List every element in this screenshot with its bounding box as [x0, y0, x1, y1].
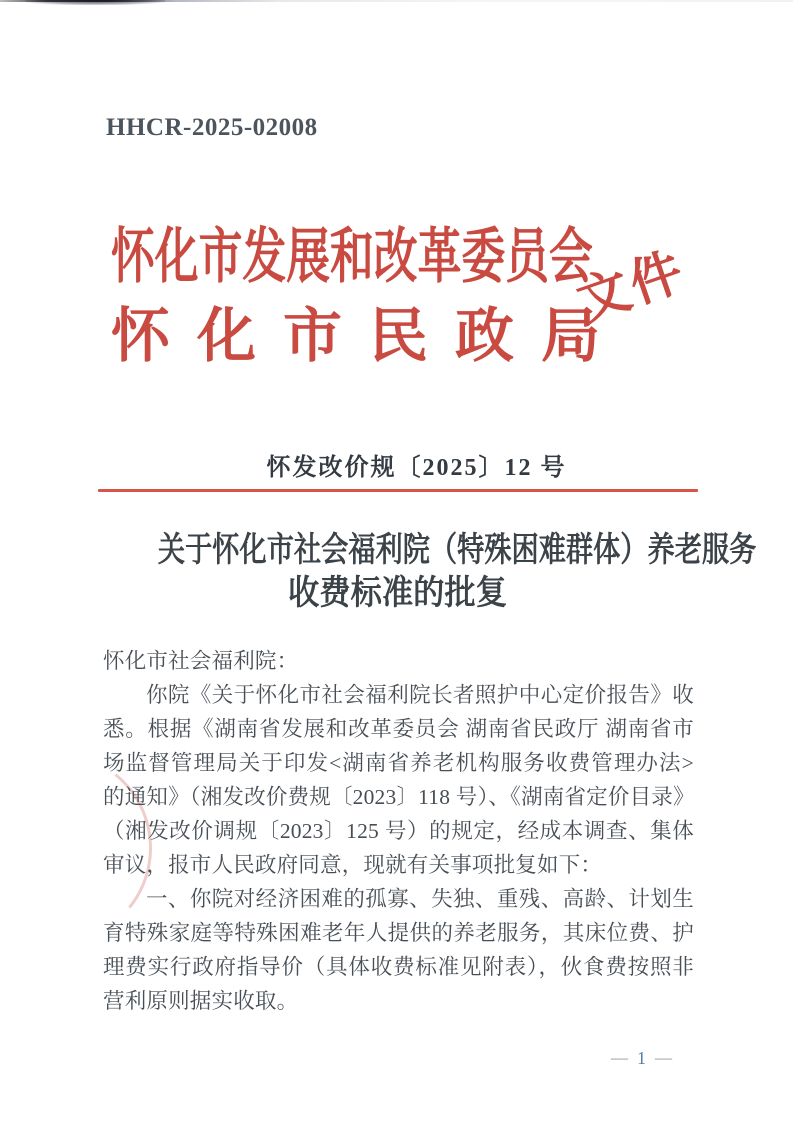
document-number: 怀发改价规〔2025〕12 号: [266, 455, 567, 481]
body-line: 一、你院对经济困难的孤寡、失独、重残、高龄、计划生: [146, 887, 694, 911]
body-line: 悉。根据《湖南省发展和改革委员会 湖南省民政厅 湖南省市: [103, 717, 694, 741]
body-line: 营利原则据实收取。: [103, 989, 299, 1013]
red-separator-line: [98, 489, 698, 492]
agency-name-line-2: 怀化市民政局: [111, 303, 628, 369]
body-line: 理费实行政府指导价（具体收费标准见附表），伙食费按照非: [103, 955, 694, 979]
body-line: 育特殊家庭等特殊困难老年人提供的养老服务，其床位费、护: [103, 921, 694, 945]
agency-name-line-1: 怀化市发展和改革委员会: [111, 224, 593, 290]
page-footer: [611, 1047, 672, 1069]
document-title-line-1: 关于怀化市社会福利院（特殊困难群体）养老服务: [157, 532, 757, 569]
document-title: [98, 529, 757, 615]
document-title-line-2: 收费标准的批复: [288, 575, 507, 612]
page-number: 1: [637, 1048, 646, 1068]
body-line: 场监督管理局关于印发<湖南省养老机构服务收费管理办法>: [103, 751, 694, 775]
document-code: HHCR-2025-02008: [106, 114, 318, 141]
page-number-dash-right: —: [655, 1048, 672, 1067]
body-line: 怀化市社会福利院：: [103, 649, 299, 673]
body-line: （湘发改价调规〔2023〕125 号）的规定，经成本调查、集体: [103, 819, 694, 843]
scan-artifact-top-smudge: [25, 0, 165, 5]
body-line: 审议，报市人民政府同意，现就有关事项批复如下：: [103, 853, 603, 877]
body-line: 你院《关于怀化市社会福利院长者照护中心定价报告》收: [146, 683, 694, 707]
document-body: [103, 644, 694, 1018]
page-number-dash-left: —: [611, 1048, 628, 1067]
doc-type-label: 文件: [570, 242, 694, 333]
body-line: 的通知》（湘发改价费规〔2023〕118 号）、《湖南省定价目录》: [103, 785, 695, 809]
